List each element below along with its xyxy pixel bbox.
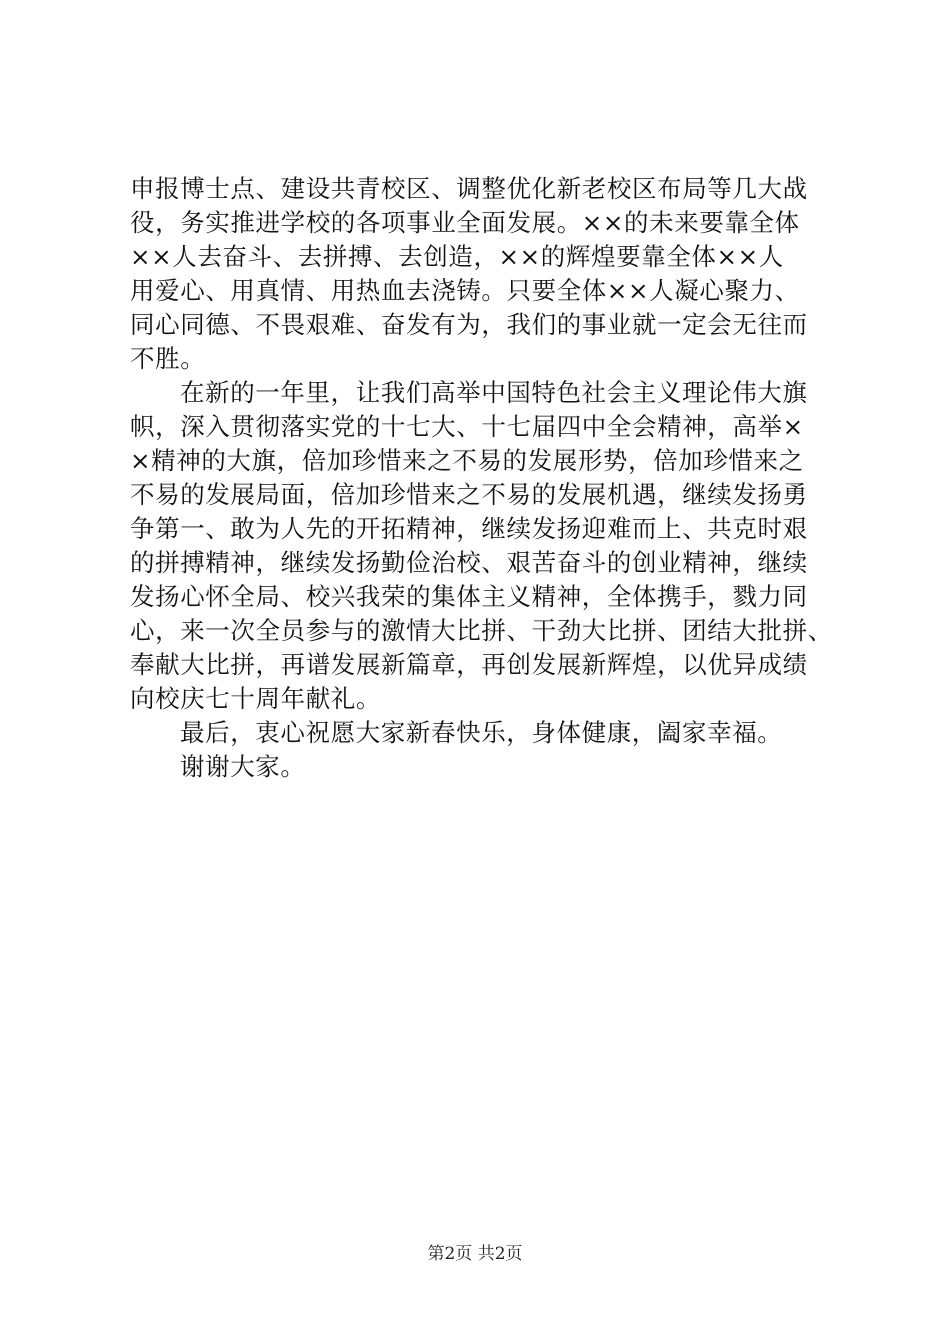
text-line: 心，来一次全员参与的激情大比拼、干劲大比拼、团结大批拼、 (130, 616, 833, 645)
text-line: 争第一、敢为人先的开拓精神，继续发扬迎难而上、共克时艰 (130, 514, 808, 543)
text-line: 役，务实推进学校的各项事业全面发展。××的未来要靠全体 (130, 208, 800, 237)
document-body (130, 172, 833, 784)
text-line: 用爱心、用真情、用热血去浇铸。只要全体××人凝心聚力、 (130, 276, 800, 305)
text-line: 发扬心怀全局、校兴我荣的集体主义精神，全体携手，戮力同 (130, 582, 808, 611)
page-number: 第2页 共2页 (427, 1244, 523, 1264)
text-line: 谢谢大家。 (180, 752, 306, 781)
text-line: 在新的一年里，让我们高举中国特色社会主义理论伟大旗 (180, 378, 808, 407)
text-line: 不胜。 (130, 344, 206, 373)
text-line: 的拼搏精神，继续发扬勤俭治校、艰苦奋斗的创业精神，继续 (130, 548, 808, 577)
text-line: 帜，深入贯彻落实党的十七大、十七届四中全会精神，高举× (130, 412, 804, 441)
page-footer (0, 1242, 950, 1266)
text-line: 最后，衷心祝愿大家新春快乐，身体健康，阖家幸福。 (180, 718, 783, 747)
text-line: 不易的发展局面，倍加珍惜来之不易的发展机遇，继续发扬勇 (130, 480, 808, 509)
text-line: 向校庆七十周年献礼。 (130, 684, 381, 713)
text-line: 申报博士点、建设共青校区、调整优化新老校区布局等几大战 (130, 174, 808, 203)
text-line: 奉献大比拼，再谱发展新篇章，再创发展新辉煌，以优异成绩 (130, 650, 808, 679)
text-line: 同心同德、不畏艰难、奋发有为，我们的事业就一定会无往而 (130, 310, 808, 339)
text-line: ××人去奋斗、去拼搏、去创造，××的辉煌要靠全体××人 (130, 242, 784, 271)
text-line: ×精神的大旗，倍加珍惜来之不易的发展形势，倍加珍惜来之 (130, 446, 804, 475)
